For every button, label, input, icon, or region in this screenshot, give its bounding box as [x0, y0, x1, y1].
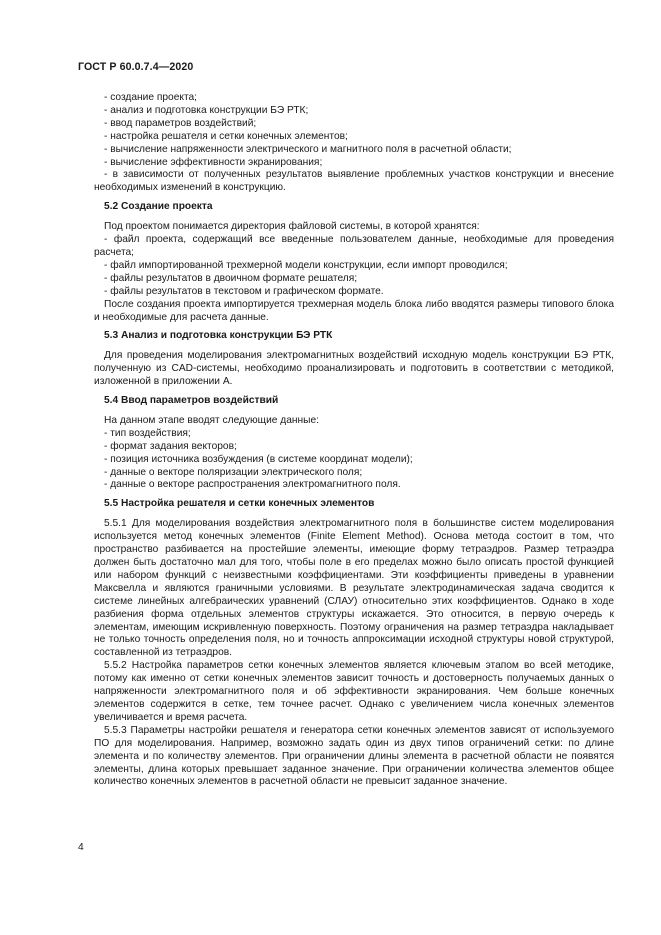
paragraph: Под проектом понимается директория файловой системы, в которой хранятся: [104, 221, 480, 233]
document-body [94, 92, 614, 789]
paragraph: После создания проекта импортируется трехмерная модель блока либо вводятся размеры типового блока и необходимые для расчета данные. [94, 298, 614, 323]
list-item: - ввод параметров воздействий; [104, 117, 257, 129]
list-item: - формат задания векторов; [104, 440, 237, 452]
list-item: - анализ и подготовка конструкции БЭ РТК; [104, 104, 309, 116]
list-item: - файлы результатов в двоичном формате решателя; [104, 272, 358, 284]
page-number: 4 [78, 842, 84, 853]
list-item: - позиция источника возбуждения (в системе координат модели); [104, 453, 413, 465]
list-item: - настройка решателя и сетки конечных элементов; [104, 130, 348, 142]
section-heading: 5.5 Настройка решателя и сетки конечных элементов [104, 498, 375, 510]
list-item: - данные о векторе поляризации электрического поля; [104, 466, 363, 478]
section-heading: 5.3 Анализ и подготовка конструкции БЭ РТК [104, 330, 333, 342]
list-item: - файл проекта, содержащий все введенные пользователем данные, необходимые для проведения расчета; [94, 234, 614, 258]
paragraph: На данном этапе вводят следующие данные: [104, 414, 319, 426]
list-item: - файлы результатов в текстовом и графическом формате. [104, 285, 384, 297]
section-heading: 5.2 Создание проекта [104, 201, 213, 213]
paragraph: 5.5.1 Для моделирования воздействия электромагнитного поля в большинстве систем моделирования используется метод конечных элементов (Finite Element Method). Основа метода состоит в том, что пространство разбивается на простейшие элементы, имеющие форму тетраэдров. Размер тетраэдра должен быть достаточно мал для того, чтобы поле в его пределах можно было описать простой функцией или набором функций с неизвестными коэффициентами. Эти коэффициенты приведены в уравнении Максвелла и являются граничными условиями. В результате электродинамическая задача сводится к системе линейных алгебраических уравнений (СЛАУ) относительно этих коэффициентов. Однако в ходе разбиения форма отдельных элементов структуры искажается. Это относится, в первую очередь к элементам, имеющим искривленную поверхность. Поэтому ограничения на размер тетраэдра накладывает не только точность определения поля, но и точность аппроксимации исходной структуры новой структурой, составленной из тетраэдров. [94, 518, 614, 659]
list-item: - тип воздействия; [104, 427, 191, 439]
list-item: - вычисление эффективности экранирования; [104, 156, 323, 168]
list-item: - создание проекта; [104, 92, 197, 103]
list-item: - данные о векторе распространения электромагнитного поля. [104, 479, 401, 491]
paragraph: Для проведения моделирования электромагнитных воздействий исходную модель конструкции БЭ РТК, полученную из CAD-системы, необходимо проанализировать и подготовить в соответствии с методикой, изложенной в приложении А. [94, 350, 614, 388]
list-item: - вычисление напряженности электрического и магнитного поля в расчетной области; [104, 143, 512, 155]
paragraph: 5.5.3 Параметры настройки решателя и генератора сетки конечных элементов зависят от используемого ПО для моделирования. Например, возможно задать один из двух типов ограничений сетки: по длине элемента и по количеству элементов. При ограничении длины элемента в расчетной области не появятся элементы, длина которых превышает заданное значение. При ограничении количества элементов общее количество конечных элементов в расчетной области не превысит заданное значение. [94, 724, 614, 788]
standard-header: ГОСТ Р 60.0.7.4—2020 [78, 61, 194, 73]
list-item: - в зависимости от полученных результатов выявление проблемных участков конструкции и внесение необходимых изменений в конструкцию. [94, 169, 614, 194]
list-item: - файл импортированной трехмерной модели конструкции, если импорт проводился; [104, 259, 508, 271]
section-heading: 5.4 Ввод параметров воздействий [104, 395, 279, 407]
paragraph: 5.5.2 Настройка параметров сетки конечных элементов является ключевым этапом во всей методике, потому как именно от сетки конечных элементов зависит точность и достоверность получаемых данных о напряженности электромагнитного поля и об эффективности экранирования. Чем больше конечных элементов содержится в сетке, тем точнее расчет. Однако с увеличением числа конечных элементов увеличивается и время расчета. [94, 660, 614, 723]
intro-list [94, 92, 614, 195]
